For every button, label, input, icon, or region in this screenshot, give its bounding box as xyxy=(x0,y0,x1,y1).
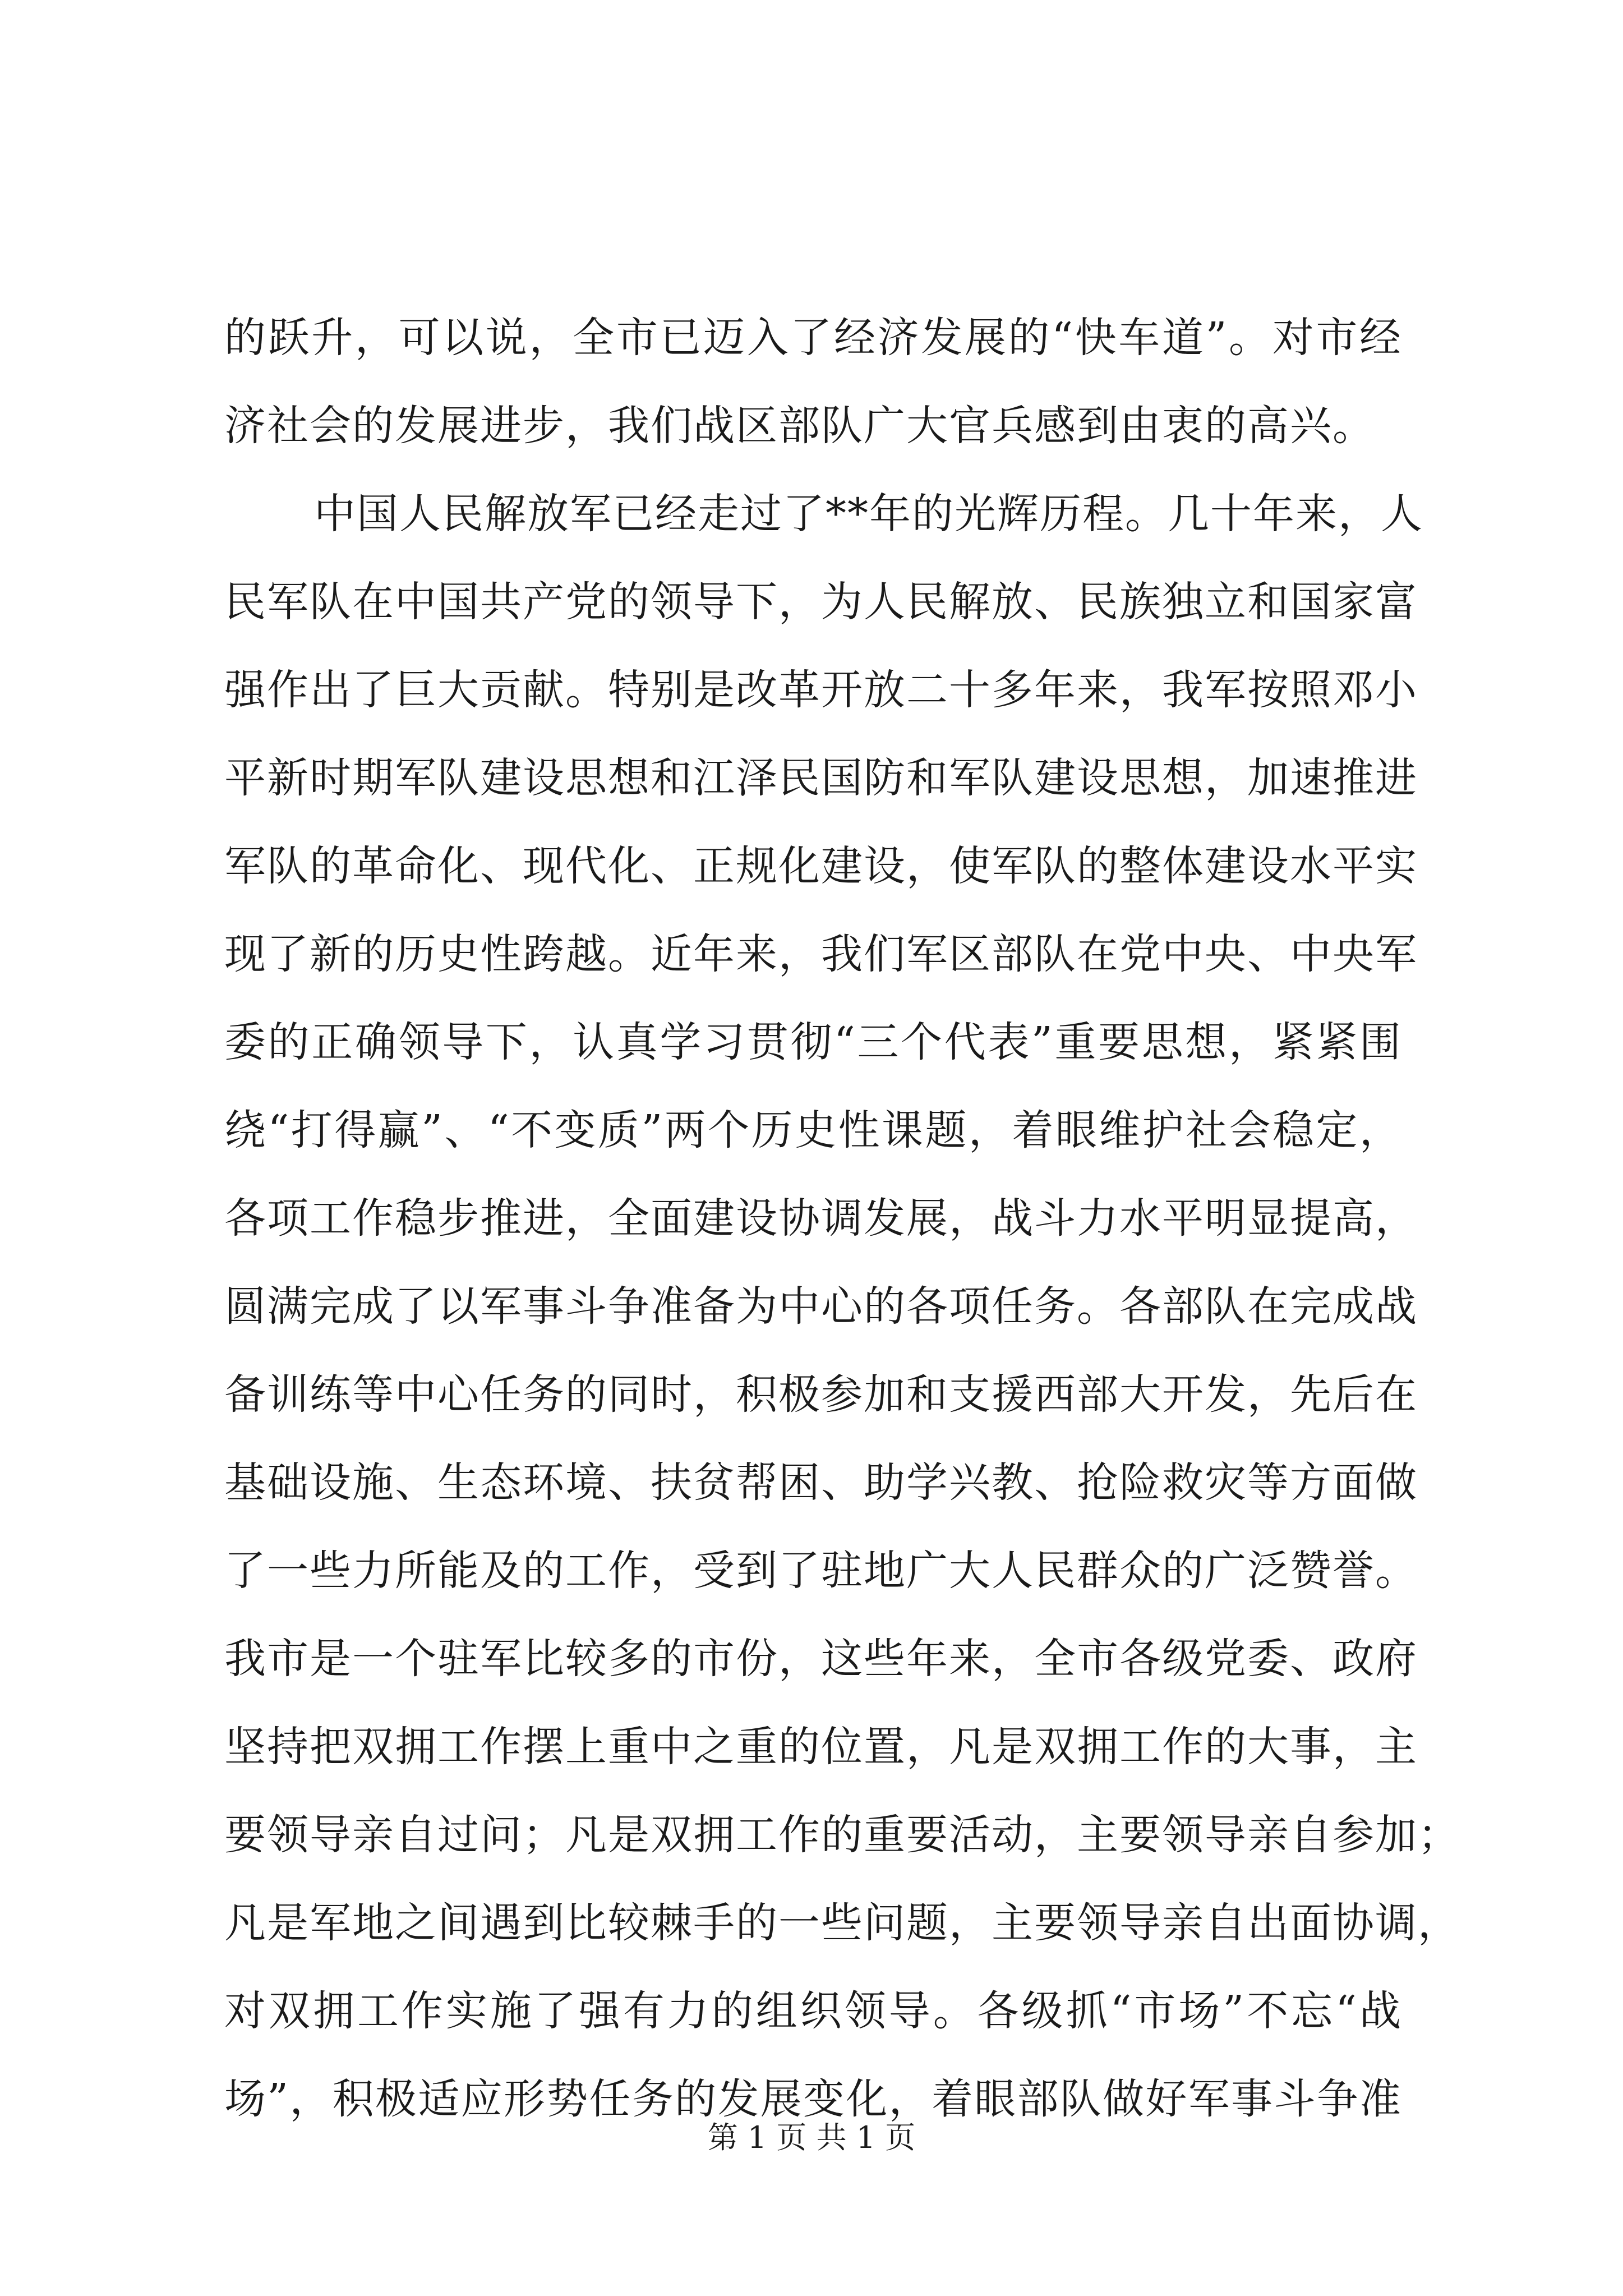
text-line: 军队的革命化、现代化、正规化建设，使军队的整体建设水平实 xyxy=(224,842,1418,890)
text-line: 委的正确领导下，认真学习贯彻“三个代表”重要思想，紧紧围 xyxy=(224,1018,1402,1066)
text-line: 的跃升，可以说，全市已迈入了经济发展的“快车道”。对市经 xyxy=(224,314,1402,362)
page-footer xyxy=(0,2114,1623,2157)
body-text xyxy=(224,294,1460,2143)
text-line: 各项工作稳步推进，全面建设协调发展，战斗力水平明显提高， xyxy=(224,1194,1418,1243)
text-line: 平新时期军队建设思想和江泽民国防和军队建设思想，加速推进 xyxy=(224,754,1418,802)
text-line: 备训练等中心任务的同时，积极参加和支援西部大开发，先后在 xyxy=(224,1370,1418,1419)
text-line: 坚持把双拥工作摆上重中之重的位置，凡是双拥工作的大事，主 xyxy=(224,1723,1418,1771)
text-line: 了一些力所能及的工作，受到了驻地广大人民群众的广泛赞誉。 xyxy=(224,1547,1418,1595)
text-line: 场”，积极适应形势任务的发展变化，着眼部队做好军事斗争准 xyxy=(224,2075,1402,2123)
text-line: 中国人民解放军已经走过了**年的光辉历程。几十年来，人 xyxy=(314,490,1423,538)
text-line: 基础设施、生态环境、扶贫帮困、助学兴教、抢险救灾等方面做 xyxy=(224,1458,1418,1507)
text-line: 要领导亲自过问；凡是双拥工作的重要活动，主要领导亲自参加； xyxy=(224,1811,1460,1859)
text-line: 我市是一个驻军比较多的市份，这些年来，全市各级党委、政府 xyxy=(224,1635,1418,1683)
text-line: 凡是军地之间遇到比较棘手的一些问题，主要领导亲自出面协调， xyxy=(224,1899,1460,1947)
text-line: 圆满完成了以军事斗争准备为中心的各项任务。各部队在完成战 xyxy=(224,1282,1418,1331)
text-line: 对双拥工作实施了强有力的组织领导。各级抓“市场”不忘“战 xyxy=(224,1987,1402,2035)
text-line: 民军队在中国共产党的领导下，为人民解放、民族独立和国家富 xyxy=(224,578,1418,626)
text-line: 现了新的历史性跨越。近年来，我们军区部队在党中央、中央军 xyxy=(224,930,1418,978)
text-line: 强作出了巨大贡献。特别是改革开放二十多年来，我军按照邓小 xyxy=(224,666,1418,714)
text-line: 济社会的发展进步，我们战区部队广大官兵感到由衷的高兴。 xyxy=(224,402,1375,450)
text-line: 绕“打得赢”、“不变质”两个历史性课题，着眼维护社会稳定， xyxy=(224,1106,1402,1154)
page-number-label: 第 1 页 共 1 页 xyxy=(707,2120,916,2155)
